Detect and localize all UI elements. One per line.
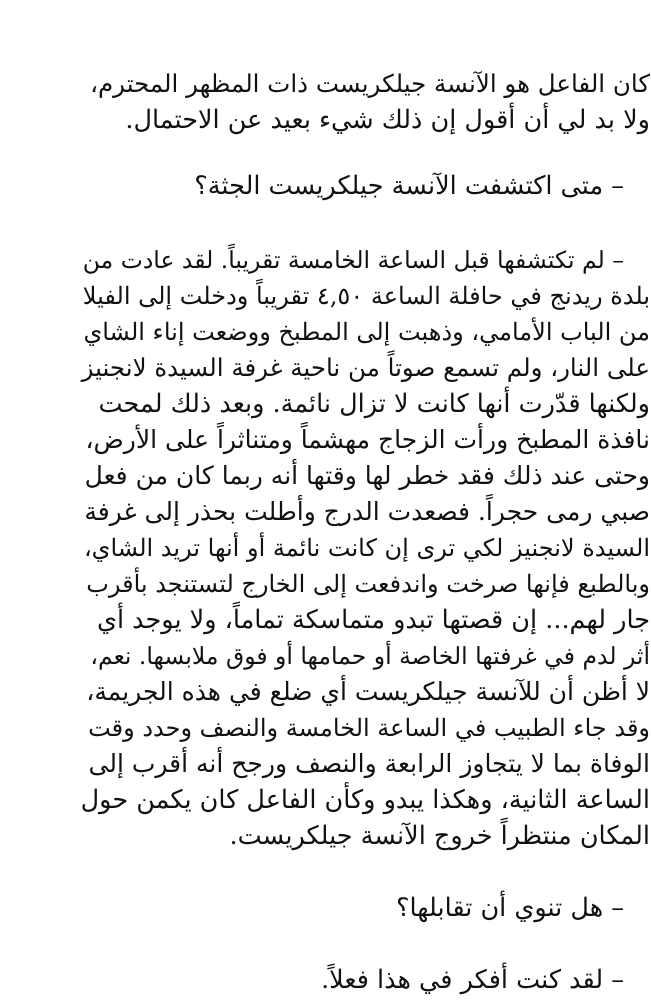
text-line: الساعة الثانية، وهكذا يبدو وكأن الفاعل كان يكمن حول: [80, 785, 650, 815]
text-line: وحتى عند ذلك فقد خطر لها وقتها أنه ربما كان من فعل: [84, 461, 650, 490]
text-line: نافذة المطبخ ورأت الزجاج مهشماً ومتناثراً على الأرض،: [85, 425, 650, 454]
text-line: المكان منتظراً خروج الآنسة جيلكريست.: [229, 821, 650, 851]
text-line: أثر لدم في غرفتها الخاصة أو حمامها أو فوق ملابسها. نعم،: [90, 642, 650, 670]
text-line: على النار، ولم تسمع صوتاً من ناحية غرفة السيدة لانجنيز: [81, 353, 650, 382]
text-line: لا أظن أن للآنسة جيلكريست أي ضلع في هذه الجريمة،: [86, 677, 650, 706]
text-line: بلدة ريدنج في حافلة الساعة ٤,٥٠ تقريباً ودخلت إلى الفيلا: [82, 282, 650, 310]
paragraph-question-body-discovery: [80, 168, 650, 204]
text-line: ولكنها قدّرت أنها كانت لا تزال نائمة. وبعد ذلك لمحت: [98, 389, 650, 419]
paragraph-answer-thinking: [80, 962, 650, 998]
text-line: – لم تكتشفها قبل الساعة الخامسة تقريباً. لقد عادت من: [82, 246, 624, 274]
text-line: من الباب الأمامي، وذهبت إلى المطبخ ووضعت إناء الشاي: [83, 318, 650, 346]
text-line: – هل تنوي أن تقابلها؟: [395, 893, 624, 923]
text-line: كان الفاعل هو الآنسة جيلكريست ذات المظهر المحترم،: [90, 69, 650, 98]
text-line: – لقد كنت أفكر في هذا فعلاً.: [321, 965, 624, 995]
text-line: وقد جاء الطبيب في الساعة الخامسة والنصف وحدد وقت: [88, 714, 650, 742]
text-line: صبي رمى حجراً. فصعدت الدرج وأطلت بحذر إلى غرفة: [84, 497, 650, 526]
text-line: السيدة لانجنيز لكي ترى إن كانت نائمة أو أنها تريد الشاي،: [83, 534, 650, 562]
text-line: ولا بد لي أن أقول إن ذلك شيء بعيد عن الاحتمال.: [125, 105, 650, 135]
paragraph-question-meeting: [80, 890, 650, 926]
text-line: جار لهم... إن قصتها تبدو متماسكة تماماً، ولا يوجد أي: [96, 605, 650, 635]
text-line: – متى اكتشفت الآنسة جيلكريست الجثة؟: [194, 171, 624, 201]
text-line: وبالطبع فإنها صرخت واندفعت إلى الخارج لتستنجد بأقرب: [86, 570, 650, 598]
paragraph-narration-end: [80, 66, 650, 138]
book-page: [80, 66, 650, 998]
text-line: الوفاة بما لا يتجاوز الرابعة والنصف ورجح أنه أقرب إلى: [88, 749, 650, 778]
paragraph-answer-account: [80, 242, 650, 854]
